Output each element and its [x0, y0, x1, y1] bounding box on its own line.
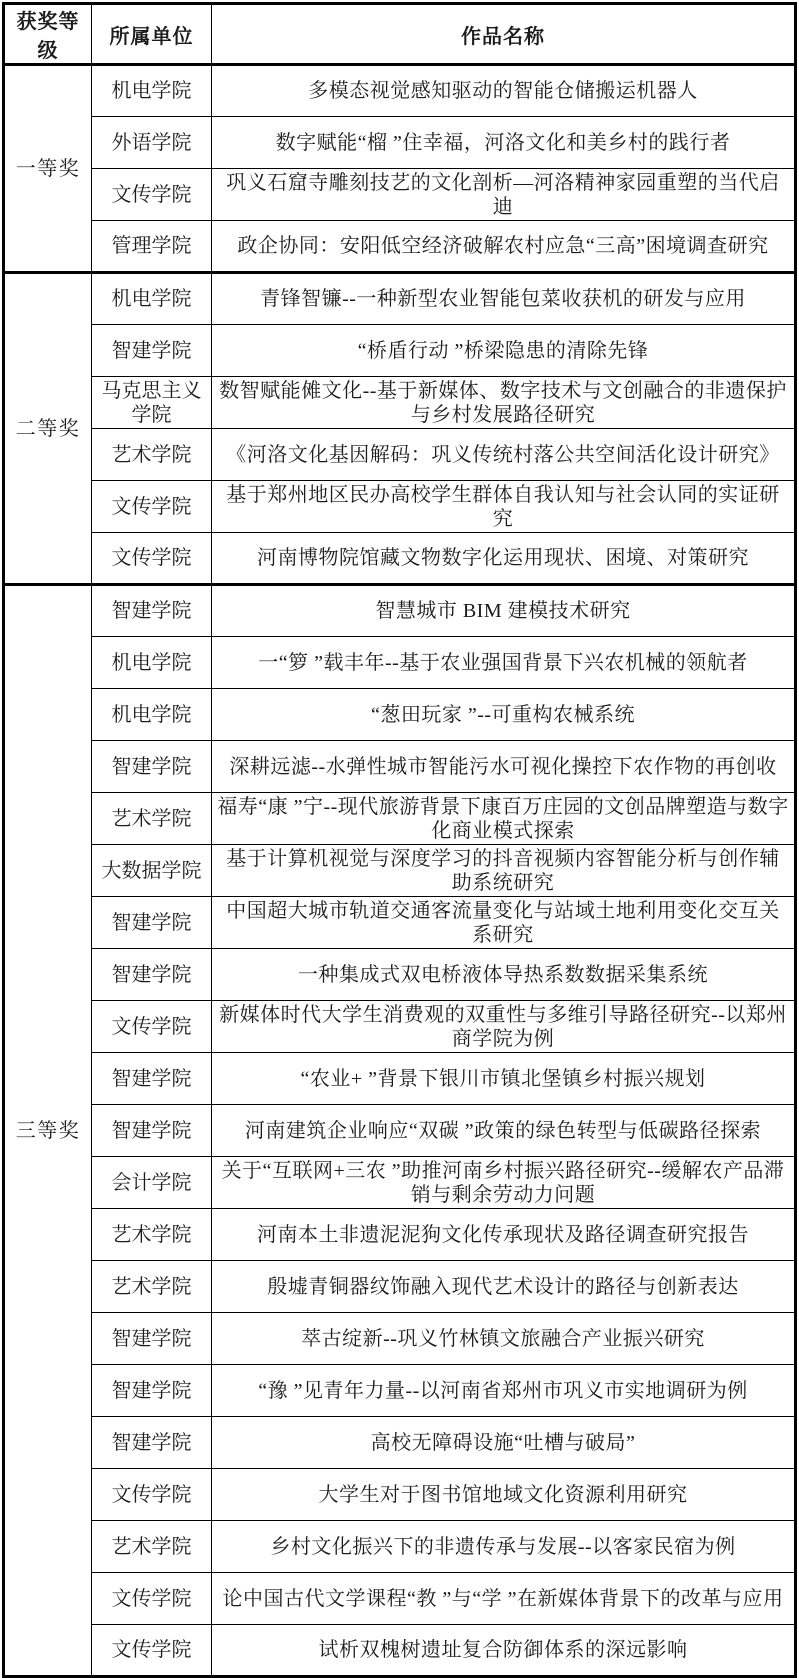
table-row — [4, 1469, 796, 1521]
unit-cell: 智建学院 — [92, 1053, 212, 1105]
table-row — [4, 689, 796, 741]
unit-cell: 会计学院 — [92, 1157, 212, 1209]
title-cell: “豫 ”见青年力量--以河南省郑州市巩义市实地调研为例 — [212, 1365, 796, 1417]
title-cell: 深耕远滤--水弹性城市智能污水可视化操控下农作物的再创收 — [212, 741, 796, 793]
title-cell: 关于“互联网+三农 ”助推河南乡村振兴路径研究--缓解农产品滞销与剩余劳动力问题 — [212, 1157, 796, 1209]
title-cell: 殷墟青铜器纹饰融入现代艺术设计的路径与创新表达 — [212, 1261, 796, 1313]
table-row — [4, 637, 796, 689]
title-cell: 一种集成式双电桥液体导热系数数据采集系统 — [212, 949, 796, 1001]
title-cell: “桥盾行动 ”桥梁隐患的清除先锋 — [212, 325, 796, 377]
table-row — [4, 1313, 796, 1365]
title-cell: 基于计算机视觉与深度学习的抖音视频内容智能分析与创作辅助系统研究 — [212, 845, 796, 897]
unit-cell: 智建学院 — [92, 949, 212, 1001]
title-cell: 基于郑州地区民办高校学生群体自我认知与社会认同的实证研究 — [212, 481, 796, 533]
award-cell-second-prize: 二等奖 — [4, 273, 92, 585]
unit-cell: 智建学院 — [92, 1105, 212, 1157]
awards-table — [2, 2, 797, 1678]
unit-cell: 艺术学院 — [92, 1521, 212, 1573]
title-cell: 中国超大城市轨道交通客流量变化与站域土地利用变化交互关系研究 — [212, 897, 796, 949]
unit-cell: 机电学院 — [92, 273, 212, 325]
unit-cell: 智建学院 — [92, 1365, 212, 1417]
unit-cell: 艺术学院 — [92, 1209, 212, 1261]
table-row — [4, 1053, 796, 1105]
title-cell: 《河洛文化基因解码：巩义传统村落公共空间活化设计研究》 — [212, 429, 796, 481]
table-row — [4, 1261, 796, 1313]
table-row — [4, 533, 796, 585]
title-cell: 萃古绽新--巩义竹林镇文旅融合产业振兴研究 — [212, 1313, 796, 1365]
unit-cell: 艺术学院 — [92, 1261, 212, 1313]
title-cell: 多模态视觉感知驱动的智能仓储搬运机器人 — [212, 65, 796, 117]
unit-cell: 外语学院 — [92, 117, 212, 169]
table-row — [4, 429, 796, 481]
unit-cell: 文传学院 — [92, 1573, 212, 1625]
title-cell: 数字赋能“榴 ”住幸福，河洛文化和美乡村的践行者 — [212, 117, 796, 169]
header-work-title: 作品名称 — [212, 4, 796, 65]
title-cell: “葱田玩家 ”--可重构农械系统 — [212, 689, 796, 741]
title-cell: 试析双槐树遗址复合防御体系的深远影响 — [212, 1625, 796, 1677]
table-row — [4, 897, 796, 949]
title-cell: 数智赋能傩文化--基于新媒体、数字技术与文创融合的非遗保护与乡村发展路径研究 — [212, 377, 796, 429]
title-cell: 一“箩 ”载丰年--基于农业强国背景下兴农机械的领航者 — [212, 637, 796, 689]
unit-cell: 智建学院 — [92, 897, 212, 949]
table-row — [4, 1001, 796, 1053]
unit-cell: 文传学院 — [92, 169, 212, 221]
table-row — [4, 949, 796, 1001]
unit-cell: 智建学院 — [92, 325, 212, 377]
unit-cell: 智建学院 — [92, 585, 212, 637]
table-row — [4, 221, 796, 273]
title-cell: 青锋智镰--一种新型农业智能包菜收获机的研发与应用 — [212, 273, 796, 325]
unit-cell: 智建学院 — [92, 1417, 212, 1469]
table-row — [4, 1209, 796, 1261]
unit-cell: 智建学院 — [92, 741, 212, 793]
unit-cell: 机电学院 — [92, 689, 212, 741]
table-row — [4, 741, 796, 793]
table-row — [4, 1573, 796, 1625]
title-cell: 大学生对于图书馆地域文化资源利用研究 — [212, 1469, 796, 1521]
table-row — [4, 845, 796, 897]
table-row — [4, 1105, 796, 1157]
unit-cell: 机电学院 — [92, 65, 212, 117]
unit-cell: 艺术学院 — [92, 793, 212, 845]
title-cell: 政企协同：安阳低空经济破解农村应急“三高”困境调查研究 — [212, 221, 796, 273]
unit-cell: 机电学院 — [92, 637, 212, 689]
unit-cell: 大数据学院 — [92, 845, 212, 897]
table-row — [4, 273, 796, 325]
unit-cell: 文传学院 — [92, 1469, 212, 1521]
table-header-row — [4, 4, 796, 65]
award-cell-first-prize: 一等奖 — [4, 65, 92, 273]
unit-cell: 艺术学院 — [92, 429, 212, 481]
unit-cell: 文传学院 — [92, 481, 212, 533]
title-cell: 智慧城市 BIM 建模技术研究 — [212, 585, 796, 637]
table-row — [4, 1157, 796, 1209]
table-row — [4, 377, 796, 429]
title-cell: 河南博物院馆藏文物数字化运用现状、困境、对策研究 — [212, 533, 796, 585]
table-row — [4, 117, 796, 169]
unit-cell: 文传学院 — [92, 1625, 212, 1677]
header-unit: 所属单位 — [92, 4, 212, 65]
title-cell: 河南建筑企业响应“双碳 ”政策的绿色转型与低碳路径探索 — [212, 1105, 796, 1157]
title-cell: “农业+ ”背景下银川市镇北堡镇乡村振兴规划 — [212, 1053, 796, 1105]
title-cell: 河南本土非遗泥泥狗文化传承现状及路径调查研究报告 — [212, 1209, 796, 1261]
title-cell: 福寿“康 ”宁--现代旅游背景下康百万庄园的文创品牌塑造与数字化商业模式探索 — [212, 793, 796, 845]
unit-cell: 管理学院 — [92, 221, 212, 273]
table-row — [4, 793, 796, 845]
header-award-level: 获奖等级 — [4, 4, 92, 65]
title-cell: 乡村文化振兴下的非遗传承与发展--以客家民宿为例 — [212, 1521, 796, 1573]
table-row — [4, 1365, 796, 1417]
table-row — [4, 481, 796, 533]
title-cell: 论中国古代文学课程“教 ”与“学 ”在新媒体背景下的改革与应用 — [212, 1573, 796, 1625]
unit-cell: 文传学院 — [92, 1001, 212, 1053]
award-cell-third-prize: 三等奖 — [4, 585, 92, 1677]
table-row — [4, 1417, 796, 1469]
table-row — [4, 1521, 796, 1573]
title-cell: 新媒体时代大学生消费观的双重性与多维引导路径研究--以郑州商学院为例 — [212, 1001, 796, 1053]
table-row — [4, 65, 796, 117]
unit-cell: 马克思主义学院 — [92, 377, 212, 429]
table-row — [4, 1625, 796, 1677]
title-cell: 高校无障碍设施“吐槽与破局” — [212, 1417, 796, 1469]
table-row — [4, 169, 796, 221]
title-cell: 巩义石窟寺雕刻技艺的文化剖析—河洛精神家园重塑的当代启迪 — [212, 169, 796, 221]
table-row — [4, 325, 796, 377]
unit-cell: 智建学院 — [92, 1313, 212, 1365]
unit-cell: 文传学院 — [92, 533, 212, 585]
table-row — [4, 585, 796, 637]
